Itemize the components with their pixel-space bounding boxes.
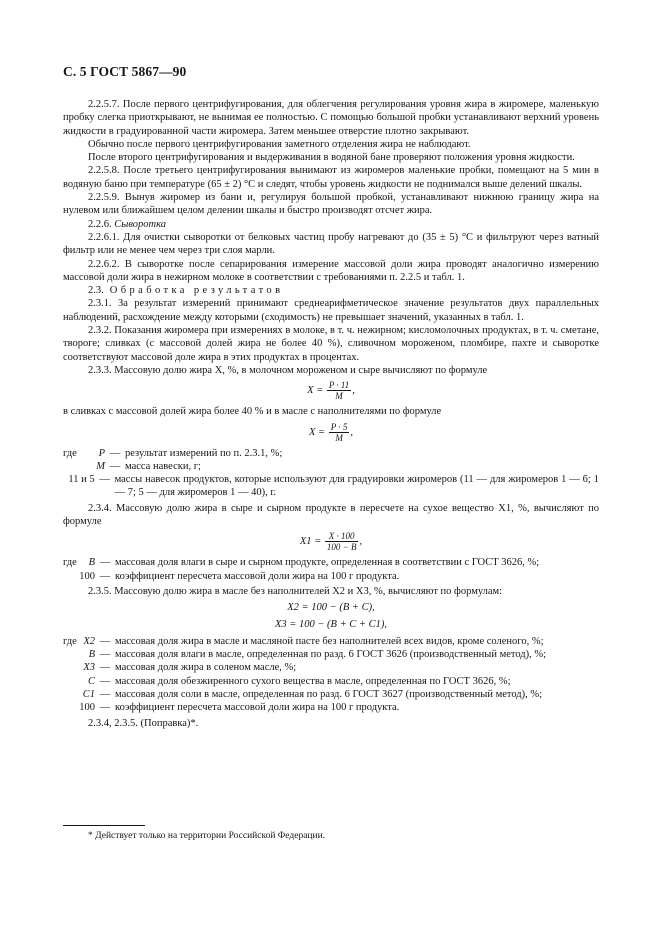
formula-lhs: X =: [309, 426, 326, 438]
paragraph-2-2-6: [63, 218, 599, 231]
definition-term: C: [87, 675, 95, 687]
definition-row: [63, 635, 599, 648]
formula-denominator: 100 − B: [326, 542, 357, 553]
definition-term-wrap: [63, 473, 95, 486]
definition-term-wrap: [63, 447, 105, 460]
definitions-list-1: [63, 447, 599, 500]
definition-term-wrap: [63, 675, 95, 688]
definition-description: коэффициент пересчета массовой доли жира на 100 г продукта.: [115, 570, 400, 582]
definition-term: M: [96, 460, 105, 472]
paragraph-2-2-5-8: 2.2.5.8. После третьего центрифугирования вынимают из жиромеров маленькие пробки, помещают на 5 мин в водяную баню при температуре (65 ± 2) °С и следят, чтобы уровень жидкости не поднимался выше делений шкалы.: [63, 165, 599, 190]
formula-denominator: M: [335, 432, 343, 443]
formula-lhs: X1 =: [299, 536, 322, 548]
formula-numerator: X · 100: [325, 531, 359, 542]
definition-row: [63, 556, 599, 569]
definition-term: C1: [82, 688, 95, 700]
formula-numerator: P · 5: [330, 421, 348, 432]
formula-fraction: [327, 380, 351, 401]
paragraph-second-centrifuge: После второго центрифугирования и выдерживания в водяной бане проверяют положения уровня жидкости.: [88, 152, 575, 164]
definition-description: массовая доля жира в соленом масле, %;: [115, 662, 297, 674]
formula-3: [63, 531, 599, 552]
definition-dash: —: [109, 460, 121, 472]
formula-denominator: M: [335, 391, 343, 402]
definition-lead: где: [63, 635, 77, 647]
definition-description: масса навески, г;: [125, 460, 201, 472]
paragraph-2-3: [63, 284, 599, 297]
definition-term: B: [88, 649, 95, 661]
formula-1: [63, 380, 599, 401]
paragraph-observation: Обычно после первого центрифугирования заметного отделения жира не наблюдают.: [88, 138, 471, 150]
definition-row: [63, 688, 599, 701]
definition-term: X2: [83, 635, 95, 647]
amendment-text: 2.3.4, 2.3.5. (Поправка)*.: [88, 717, 199, 729]
formula-lhs: X =: [307, 385, 324, 397]
definition-term-wrap: [63, 648, 95, 661]
definition-dash: —: [109, 447, 121, 459]
paragraph-2-3-4: 2.3.4. Массовую долю жира в сыре и сырном продукте в пересчете на сухое вещество X1, %, вычисляют по формуле: [63, 502, 599, 528]
definitions-list-2: [63, 556, 599, 583]
page-header: С. 5 ГОСТ 5867—90: [63, 64, 187, 79]
section-number: 2.2.6.: [88, 218, 112, 230]
paragraph-cream-butter: в сливках с массовой долей жира более 40 % и в масле с наполнителями по формуле: [63, 406, 442, 418]
paragraph-2-2-6-2: 2.2.6.2. В сыворотке после сепарирования измерение массовой доли жира проводят аналогично измерению массовой доли жира в нежирном молоке в соответствии с требованиями п. 2.2.5 и табл. 1.: [63, 258, 599, 283]
definition-dash: —: [99, 635, 111, 647]
definition-term: 100: [79, 570, 95, 582]
page-content: [63, 98, 599, 730]
definition-lead: где: [63, 447, 77, 459]
definition-lead: где: [63, 557, 77, 569]
paragraph-2-2-5-9: 2.2.5.9. Вынув жиромер из бани и, регулируя большой пробкой, устанавливают нижнюю границу жира на нулевом или ближайшем целом делении шкалы и быстро производят отсчет жира.: [63, 192, 599, 217]
definition-row: [63, 661, 599, 674]
definition-row: [63, 648, 599, 661]
definition-dash: —: [99, 474, 110, 486]
paragraph-2-2-6-1: 2.2.6.1. Для очистки сыворотки от белковых частиц пробу нагревают до (35 ± 5) °С и фильтруют через ватный фильтр или не менее чем через три слоя марли.: [63, 231, 599, 257]
definition-term-wrap: [63, 635, 95, 648]
definition-dash: —: [99, 662, 111, 674]
definition-description: массовая доля обезжиренного сухого вещества в масле, определенная по ГОСТ 3626, %;: [115, 675, 511, 687]
formula-numerator: P · 11: [328, 380, 350, 391]
definition-description: массовая доля влаги в масле, определенная по разд. 6 ГОСТ 3626 (производственный метод), %;: [115, 649, 547, 661]
definition-term: 11 и 5: [68, 474, 95, 486]
definition-term: P: [98, 447, 105, 459]
definition-dash: —: [99, 649, 111, 661]
definition-description: результат измерений по п. 2.3.1, %;: [125, 447, 283, 459]
paragraph-2-3-2: 2.3.2. Показания жиромера при измерениях в молоке, в т. ч. нежирном; кисломолочных продуктах, в т. ч. сметане, твороге; сливках (с массовой долей жира не более 40 %), сливочном мороженом, пломбире, пахте и сыворотке соответствуют массовой доле жира в этих продуктах в процентах.: [63, 325, 599, 363]
section-title-processing: Обработка результатов: [109, 285, 284, 297]
paragraph-2-3-5: 2.3.5. Массовую долю жира в масле без наполнителей X2 и X3, %, вычисляют по формулам:: [88, 585, 503, 597]
formula-fraction: [325, 531, 359, 552]
definition-description: массы навесок продуктов, которые используют для градуировки жиромеров (11 — для жиромеров 1 — 6; 1 — 7; 5 — для жиромеров 1 — 40), г.: [114, 474, 599, 499]
definition-dash: —: [99, 675, 111, 687]
paragraph-2-3-1: 2.3.1. За результат измерений принимают среднеарифметическое значение результатов двух параллельных наблюдений, расхождение между которыми (сходимость) не превышает значений, указанных в табл. 1.: [63, 298, 599, 323]
footnote-divider: [63, 825, 145, 826]
definition-term: X3: [83, 662, 95, 674]
definition-dash: —: [99, 702, 111, 714]
definition-term-wrap: [63, 570, 95, 583]
definition-row: [63, 570, 599, 583]
definition-description: массовая доля жира в масле и масляной пасте без наполнителей всех видов, кроме соленого, %;: [115, 635, 544, 647]
definition-term-wrap: [63, 701, 95, 714]
formula-2: [63, 422, 599, 443]
section-number: 2.3.: [88, 285, 104, 297]
footnote: * Действует только на территории Российской Федерации.: [88, 831, 326, 841]
definition-row: [63, 447, 599, 460]
definition-dash: —: [99, 557, 111, 569]
definition-term: B: [88, 557, 95, 569]
formula-4: X2 = 100 − (B + C),: [287, 602, 375, 614]
definition-description: массовая доля соли в масле, определенная по разд. 6 ГОСТ 3627 (производственный метод), %;: [115, 688, 543, 700]
definitions-list-3: [63, 635, 599, 715]
definition-row: [63, 460, 599, 473]
definition-term-wrap: [63, 661, 95, 674]
definition-term-wrap: [63, 688, 95, 701]
definition-term-wrap: [63, 460, 105, 473]
paragraph-2-3-3: 2.3.3. Массовую долю жира X, %, в молочном мороженом и сыре вычисляют по формуле: [88, 364, 488, 376]
definition-row: [63, 675, 599, 688]
section-title-whey: Сыворотка: [114, 218, 167, 230]
formula-tail: ,: [350, 426, 353, 438]
formula-fraction: [329, 422, 350, 443]
definition-description: коэффициент пересчета массовой доли жира на 100 г продукта.: [115, 702, 400, 714]
definition-row: [63, 701, 599, 714]
definition-row: [63, 473, 599, 500]
paragraph-amendment: [63, 717, 599, 730]
definition-dash: —: [99, 570, 111, 582]
paragraph-2-2-5-7: 2.2.5.7. После первого центрифугирования, для облегчения регулирования уровня жира в жиромере, маленькую пробку слегка приоткрывают, не вынимая ее полностью. С помощью большой пробки устанавливают верхний уровень жидкости в градуированной части жиромера. Затем меньшее отверстие плотно закрывают.: [63, 99, 599, 137]
formula-5: X3 = 100 − (B + C + C1),: [274, 618, 388, 630]
formula-tail: ,: [359, 536, 363, 548]
formula-tail: ,: [352, 385, 355, 397]
definition-description: массовая доля влаги в сыре и сырном продукте, определенная в соответствии с ГОСТ 3626, %;: [115, 557, 540, 569]
definition-term-wrap: [63, 556, 95, 569]
definition-term: 100: [79, 702, 95, 714]
definition-dash: —: [99, 688, 111, 700]
